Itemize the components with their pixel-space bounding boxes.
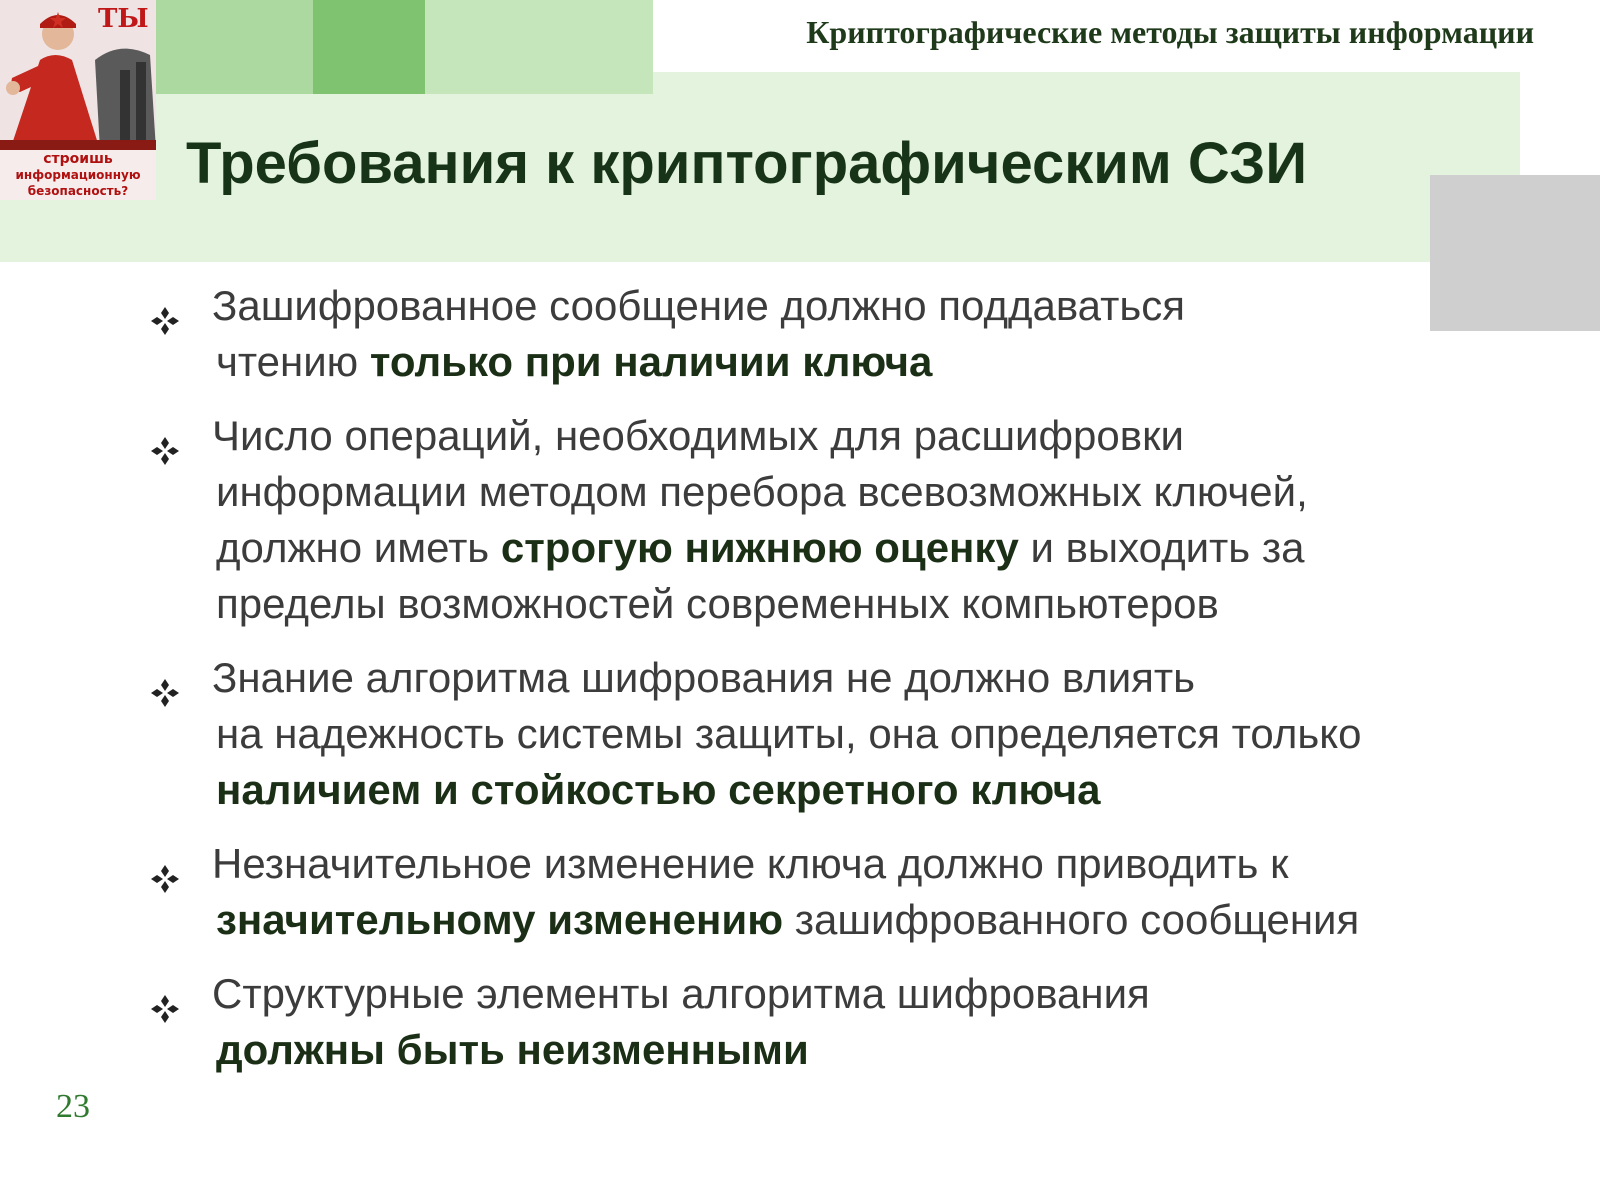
header-accent-block-dark	[313, 0, 425, 94]
poster-headline: ТЫ	[98, 4, 149, 34]
slide-title: Требования к криптографическим СЗИ	[186, 131, 1308, 196]
requirement-line	[212, 836, 1510, 892]
emphasis-text: только при наличии ключа	[369, 338, 933, 385]
requirement-item	[150, 650, 1510, 818]
body-text: должно иметь	[216, 524, 501, 571]
header-accent-block-light	[153, 0, 313, 94]
requirement-item	[150, 278, 1510, 390]
emphasis-text: должны быть неизменными	[216, 1026, 809, 1073]
body-text: и выходить за	[1018, 524, 1305, 571]
requirement-item	[150, 408, 1510, 632]
poster-caption-line: информационную	[15, 168, 141, 182]
requirement-line	[212, 334, 1510, 390]
body-text: Незначительное изменение ключа должно приводить к	[212, 840, 1289, 887]
diamond-bullet-icon	[150, 982, 180, 1012]
requirement-line	[212, 520, 1510, 576]
requirement-line	[212, 762, 1510, 818]
diamond-bullet-icon	[150, 852, 180, 882]
requirement-line	[212, 706, 1510, 762]
diamond-bullet-icon	[150, 294, 180, 324]
body-text: Число операций, необходимых для расшифровки	[212, 412, 1184, 459]
body-text: информации методом перебора всевозможных ключей,	[216, 468, 1308, 515]
body-text: на надежность системы защиты, она определяется только	[216, 710, 1362, 757]
body-text: Зашифрованное сообщение должно поддаваться	[212, 282, 1185, 329]
body-text: чтению	[216, 338, 370, 385]
requirement-line	[212, 1022, 1510, 1078]
body-text: Структурные элементы алгоритма шифрования	[212, 970, 1150, 1017]
requirement-line	[212, 650, 1510, 706]
course-title: Криптографические методы защиты информации	[806, 14, 1534, 50]
requirement-item	[150, 966, 1510, 1078]
emphasis-text: наличием и стойкостью секретного ключа	[216, 766, 1101, 813]
poster-caption	[0, 151, 156, 199]
requirement-line	[212, 278, 1510, 334]
requirement-line	[212, 966, 1510, 1022]
requirements-list	[150, 278, 1510, 1096]
diamond-bullet-icon	[150, 666, 180, 696]
body-text: Знание алгоритма шифрования не должно влиять	[212, 654, 1196, 701]
emphasis-text: значительному изменению	[216, 896, 784, 943]
emphasis-text: строгую нижнюю оценку	[500, 524, 1019, 571]
poster-logo	[0, 0, 156, 200]
poster-caption-line: безопасность?	[27, 184, 129, 198]
diamond-bullet-icon	[150, 424, 180, 454]
requirement-line	[212, 576, 1510, 632]
page-number: 23	[56, 1088, 90, 1125]
header-accent-block-mid	[425, 0, 653, 94]
poster-caption-line: строишь	[43, 151, 113, 167]
requirement-line	[212, 892, 1510, 948]
body-text: зашифрованного сообщения	[783, 896, 1360, 943]
requirement-item	[150, 836, 1510, 948]
requirement-line	[212, 464, 1510, 520]
requirement-line	[212, 408, 1510, 464]
body-text: пределы возможностей современных компьютеров	[216, 580, 1219, 627]
